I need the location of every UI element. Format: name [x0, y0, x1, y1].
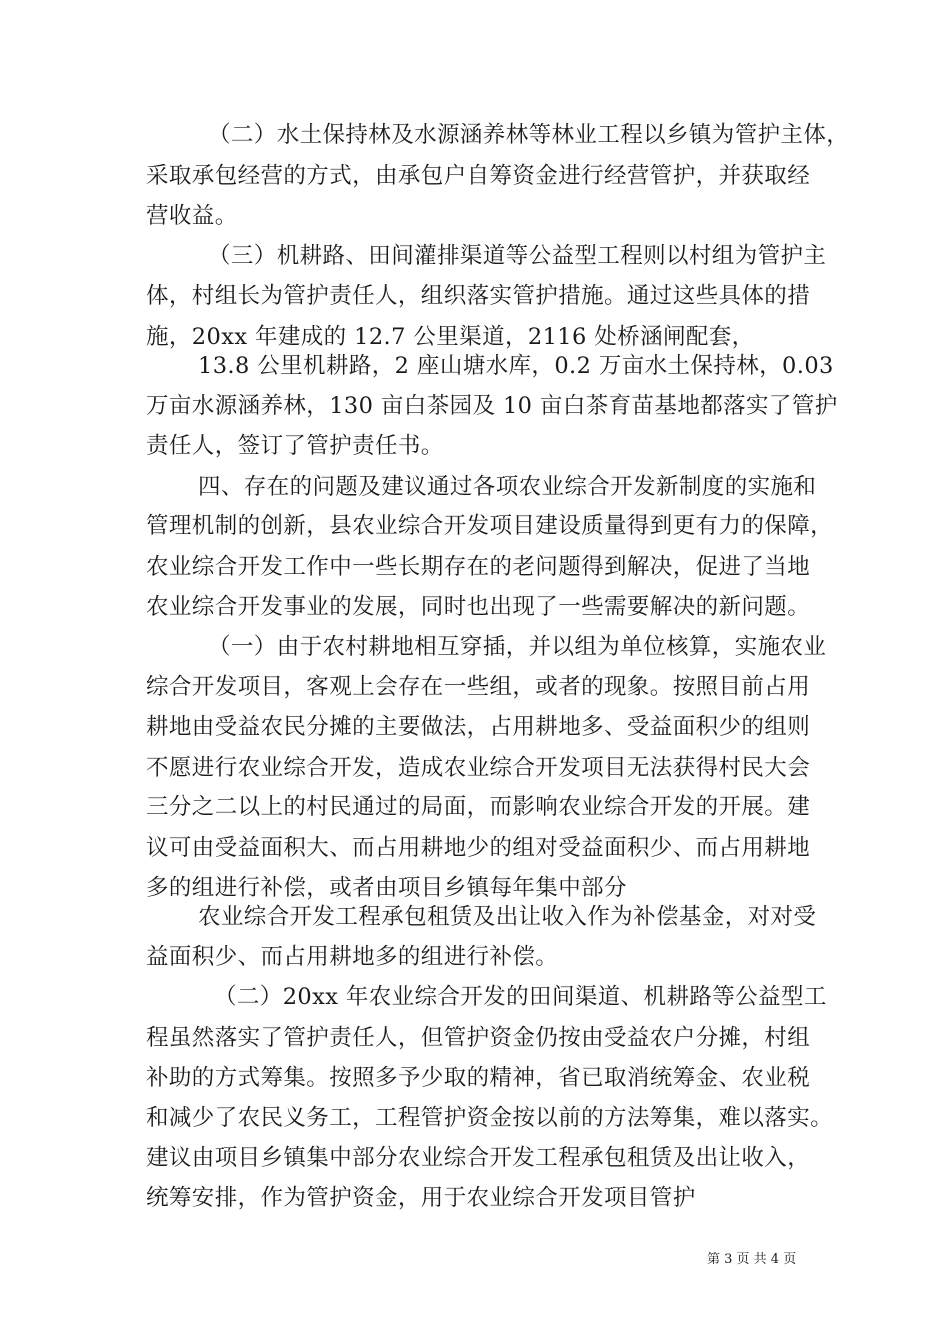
- text-line: （三）机耕路、田间灌排渠道等公益型工程则以村组为管护主: [208, 243, 827, 269]
- text-line: 采取承包经营的方式，由承包户自筹资金进行经营管护，并获取经: [146, 163, 811, 189]
- text-line: 农业综合开发事业的发展，同时也出现了一些需要解决的新问题。: [146, 594, 811, 620]
- text-line: 责任人，签订了管护责任书。: [146, 433, 444, 459]
- text-line: 营收益。: [146, 203, 238, 229]
- text-line: 三分之二以上的村民通过的局面，而影响农业综合开发的开展。建: [146, 794, 811, 820]
- text-line: 体，村组长为管护责任人，组织落实管护措施。通过这些具体的措: [146, 283, 811, 309]
- text-line: 施，20xx 年建成的 12.7 公里渠道，2116 处桥涵闸配套，: [146, 324, 755, 350]
- page-number: 第 3 页 共 4 页: [707, 1252, 797, 1267]
- text-line: 综合开发项目，客观上会存在一些组，或者的现象。按照目前占用: [146, 674, 811, 700]
- text-line: （二）20xx 年农业综合开发的田间渠道、机耕路等公益型工: [214, 984, 827, 1010]
- text-line: 补助的方式筹集。按照多予少取的精神，省已取消统筹金、农业税: [146, 1065, 811, 1091]
- text-line: 议可由受益面积大、而占用耕地少的组对受益面积少、而占用耕地: [146, 835, 811, 861]
- text-line: 益面积少、而占用耕地多的组进行补偿。: [146, 944, 559, 970]
- text-line: 管理机制的创新，县农业综合开发项目建设质量得到更有力的保障，: [146, 513, 834, 539]
- text-line: 13.8 公里机耕路，2 座山塘水库，0.2 万亩水土保持林，0.03: [198, 353, 834, 379]
- text-line: 建议由项目乡镇集中部分农业综合开发工程承包租赁及出让收入，: [146, 1145, 811, 1171]
- text-line: 和减少了农民义务工，工程管护资金按以前的方法筹集，难以落实。: [146, 1105, 834, 1131]
- text-line: 统筹安排，作为管护资金，用于农业综合开发项目管护: [146, 1185, 696, 1211]
- text-line: 农业综合开发工程承包租赁及出让收入作为补偿基金，对对受: [198, 904, 817, 930]
- text-line: 多的组进行补偿，或者由项目乡镇每年集中部分: [146, 875, 627, 901]
- text-line: 万亩水源涵养林，130 亩白茶园及 10 亩白茶育苗基地都落实了管护: [146, 393, 838, 419]
- text-line: 四、存在的问题及建议通过各项农业综合开发新制度的实施和: [198, 474, 817, 500]
- text-line: 耕地由受益农民分摊的主要做法，占用耕地多、受益面积少的组则: [146, 714, 811, 740]
- text-line: 农业综合开发工作中一些长期存在的老问题得到解决，促进了当地: [146, 554, 811, 580]
- text-line: 程虽然落实了管护责任人，但管护资金仍按由受益农户分摊，村组: [146, 1025, 811, 1051]
- text-line: 不愿进行农业综合开发，造成农业综合开发项目无法获得村民大会: [146, 755, 811, 781]
- text-line: （一）由于农村耕地相互穿插，并以组为单位核算，实施农业: [208, 634, 827, 660]
- text-line: （二）水土保持林及水源涵养林等林业工程以乡镇为管护主体，: [208, 122, 850, 148]
